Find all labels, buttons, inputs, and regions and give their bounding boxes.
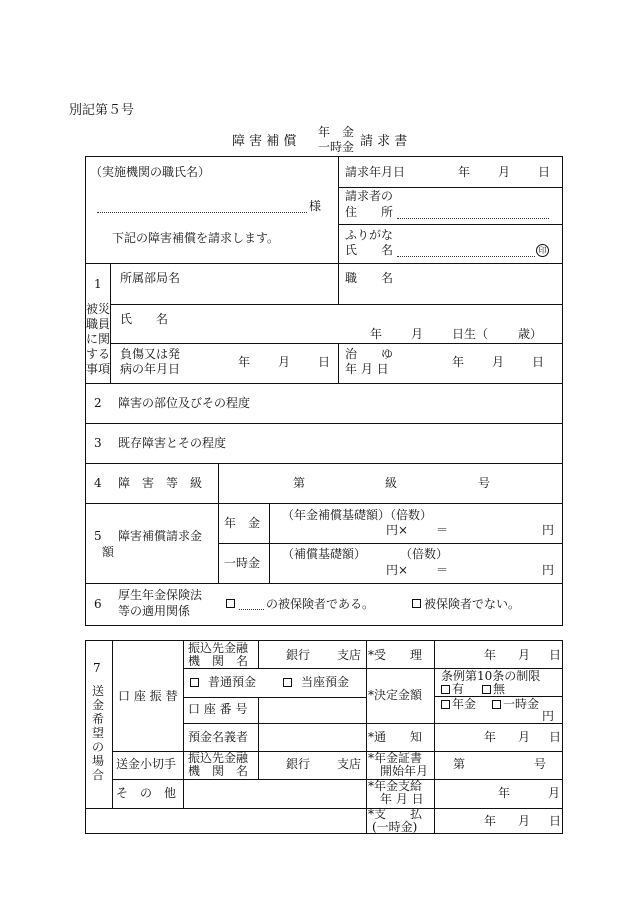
annuity-formula: （年金補償基礎額）（倍数） (282, 508, 433, 522)
section6-label-2: 等の適用関係 (118, 604, 191, 618)
decision-lump-checkbox[interactable] (492, 700, 501, 709)
section4-number: 4 (94, 476, 102, 490)
rule-no-checkbox[interactable] (482, 685, 491, 694)
birth-year: 年 (370, 327, 383, 341)
claimant-name-line[interactable] (397, 256, 535, 257)
section2-number: 2 (94, 396, 102, 410)
cure-label-1: 治 ゆ (345, 347, 394, 361)
rule-text: 条例第10条の制限 (441, 669, 541, 683)
agency-label: （実施機関の職氏名） (90, 165, 211, 179)
address-line[interactable] (397, 218, 549, 219)
section6-number: 6 (94, 597, 102, 611)
bank-label-1: 振込先金融 (188, 641, 249, 655)
section5-label-2: 額 (102, 545, 115, 559)
dept-label: 所属部局名 (120, 271, 181, 285)
check-bank-suffix: 銀行 (286, 757, 311, 771)
decision-yen: 円 (542, 709, 555, 723)
not-insured-checkbox[interactable] (412, 599, 421, 608)
insured-option-text: の被保険者である。 (266, 597, 375, 611)
cure-label-2: 年 月 日 (345, 362, 389, 376)
section2-label: 障害の部位及びその程度 (118, 396, 251, 410)
section1-vertical-label: 被災職員に関する事項 (86, 302, 111, 376)
insured-checkbox[interactable] (226, 599, 235, 608)
certificate-label-2: 開始年月 (380, 764, 429, 778)
lump-equals: ＝ (436, 563, 449, 577)
grade-dai: 第 (293, 476, 306, 490)
request-day: 日 (538, 165, 551, 179)
grade-go: 号 (478, 476, 491, 490)
birth-day-suffix: 日生（ (452, 327, 489, 341)
position-label: 職 名 (345, 271, 394, 285)
furigana-label: ふりがな (345, 228, 394, 242)
notice-year: 年 (484, 730, 497, 744)
transfer-label: 口 座 振 替 (118, 689, 178, 703)
cure-month: 月 (492, 355, 505, 369)
title-annuity: 年 金 (318, 125, 355, 139)
receipt-day: 日 (549, 648, 562, 662)
lump-formula-1: （補償基礎額） (282, 547, 367, 561)
notice-day: 日 (549, 730, 562, 744)
receipt-year: 年 (484, 648, 497, 662)
receipt-label: *受 理 (368, 648, 423, 662)
claimant-label: 請求者の (345, 189, 394, 203)
ordinary-deposit-label: 普通預金 (208, 675, 257, 689)
section7-number: 7 (93, 661, 101, 675)
annuity-yen-times: 円× (386, 523, 409, 537)
bank-name-suffix: 銀行 (286, 648, 311, 662)
section3-number: 3 (94, 436, 102, 450)
check-bank-label-1: 振込先金融 (188, 751, 249, 765)
payment-label-1: *支 払 (368, 807, 423, 821)
account-holder-label: 預金名義者 (188, 730, 249, 744)
decision-amount-label: *決定金額 (368, 688, 423, 702)
title-suffix: 請 求 書 (360, 134, 408, 149)
request-date-label: 請求年月日 (345, 165, 406, 179)
certificate-dai: 第 (453, 757, 466, 771)
lump-sum-label: 一時金 (224, 556, 261, 570)
section5-number: 5 (94, 529, 102, 543)
annuity-yen: 円 (542, 523, 555, 537)
annuity-equals: ＝ (436, 523, 449, 537)
lump-yen: 円 (542, 563, 555, 577)
injury-month: 月 (278, 355, 291, 369)
annuity-pay-label-2: 年 月 日 (380, 792, 424, 806)
insurance-law-line[interactable] (239, 609, 264, 610)
section1-number: 1 (94, 277, 102, 291)
payment-month: 月 (518, 814, 531, 828)
annuity-label: 年 金 (224, 516, 261, 530)
check-branch-suffix: 支店 (337, 757, 362, 771)
agency-name-line[interactable] (97, 212, 307, 213)
certificate-go: 号 (534, 757, 547, 771)
receipt-month: 月 (518, 648, 531, 662)
decision-lump-label: 一時金 (503, 697, 540, 711)
decision-annuity-checkbox[interactable] (441, 700, 450, 709)
rule-no-label: 無 (493, 682, 506, 696)
birth-month: 月 (411, 327, 424, 341)
decision-annuity-label: 年金 (452, 697, 477, 711)
request-statement: 下記の障害補償を請求します。 (112, 231, 280, 245)
injury-label-1: 負傷又は発 (120, 347, 181, 361)
sama-label: 様 (309, 199, 322, 213)
claimant-name-label: 氏 名 (345, 243, 394, 257)
bank-label-2: 機 関 名 (188, 654, 249, 668)
ordinary-deposit-checkbox[interactable] (190, 678, 199, 687)
payment-label-2: (一時金) (372, 820, 418, 834)
notice-month: 月 (518, 730, 531, 744)
other-label: そ の 他 (116, 786, 177, 800)
payment-year: 年 (484, 814, 497, 828)
check-label: 送金小切手 (116, 757, 177, 771)
rule-yes-label: 有 (452, 682, 465, 696)
cure-day: 日 (532, 355, 545, 369)
age-suffix: 歳） (518, 327, 543, 341)
rule-yes-checkbox[interactable] (441, 685, 450, 694)
injury-label-2: 病の年月日 (120, 362, 181, 376)
section6-label-1: 厚生年金保険法 (118, 588, 203, 602)
section7-vertical-label: 送金希望の場合 (91, 684, 104, 782)
employee-name-label: 氏 名 (120, 312, 169, 326)
cure-year: 年 (452, 355, 465, 369)
address-label: 住 所 (345, 205, 394, 219)
lump-yen-times: 円× (386, 563, 409, 577)
current-deposit-label: 当座預金 (301, 675, 350, 689)
title-prefix: 障 害 補 償 (232, 134, 297, 149)
title-lump-sum: 一時金 (318, 140, 355, 154)
section4-label: 障 害 等 級 (118, 476, 203, 490)
check-bank-label-2: 機 関 名 (188, 764, 249, 778)
current-deposit-checkbox[interactable] (283, 678, 292, 687)
annuity-pay-label-1: *年金支給 (368, 779, 423, 793)
grade-kyu: 級 (385, 476, 398, 490)
not-insured-text: 被保険者でない。 (424, 597, 521, 611)
request-month: 月 (498, 165, 511, 179)
annuity-pay-year: 年 (498, 786, 511, 800)
account-number-label: 口 座 番 号 (188, 702, 248, 716)
seal-icon: 印 (536, 244, 549, 257)
certificate-label-1: *年金証書 (368, 751, 423, 765)
request-year: 年 (458, 165, 471, 179)
notice-label: *通 知 (368, 730, 423, 744)
lump-formula-2: （倍数） (400, 547, 449, 561)
payment-day: 日 (549, 814, 562, 828)
injury-day: 日 (318, 355, 331, 369)
section3-label: 既存障害とその程度 (118, 436, 227, 450)
injury-year: 年 (238, 355, 251, 369)
form-number: 別記第５号 (69, 103, 135, 118)
section5-label-1: 障害補償請求金 (118, 529, 203, 543)
annuity-pay-month: 月 (548, 786, 561, 800)
branch-suffix: 支店 (337, 648, 362, 662)
